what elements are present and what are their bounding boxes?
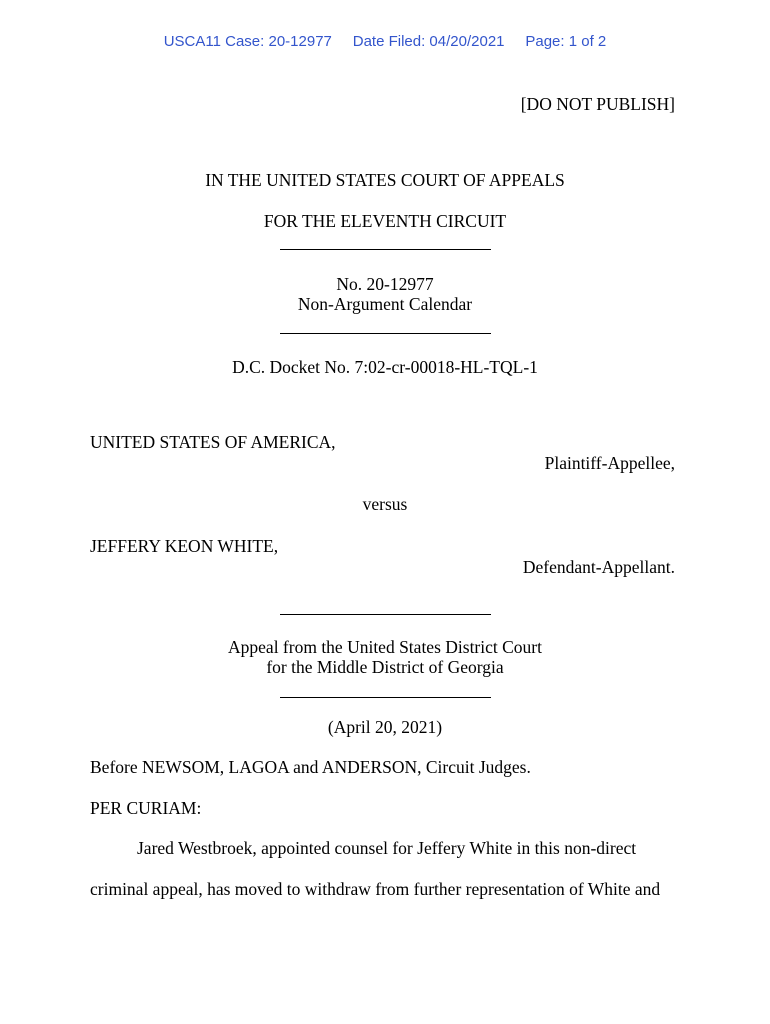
panel-judges: Before NEWSOM, LAGOA and ANDERSON, Circuit Judges. bbox=[90, 757, 531, 777]
appeal-origin-line2: for the Middle District of Georgia bbox=[266, 657, 504, 677]
opinion-text-line2: criminal appeal, has moved to withdraw from further representation of White and bbox=[90, 879, 661, 899]
court-name-line1: IN THE UNITED STATES COURT OF APPEALS bbox=[205, 170, 565, 190]
versus-label: versus bbox=[362, 494, 408, 514]
plaintiff-name: UNITED STATES OF AMERICA, bbox=[90, 432, 336, 452]
defendant-name: JEFFERY KEON WHITE, bbox=[90, 536, 279, 556]
divider bbox=[280, 697, 491, 698]
divider bbox=[280, 614, 491, 615]
court-name-line2: FOR THE ELEVENTH CIRCUIT bbox=[263, 211, 507, 231]
divider bbox=[280, 333, 491, 334]
filing-header bbox=[0, 33, 770, 50]
appeal-origin-line1: Appeal from the United States District Court bbox=[228, 637, 542, 657]
defendant-role: Defendant-Appellant. bbox=[522, 557, 675, 577]
divider bbox=[280, 249, 491, 250]
opinion-text-line1: Jared Westbroek, appointed counsel for Jeffery White in this non-direct bbox=[137, 838, 637, 858]
docket-number: D.C. Docket No. 7:02-cr-00018-HL-TQL-1 bbox=[232, 357, 538, 377]
per-curiam-heading: PER CURIAM: bbox=[90, 798, 202, 818]
case-stamp: USCA11 Case: 20-12977 bbox=[163, 33, 332, 50]
calendar-type: Non-Argument Calendar bbox=[297, 294, 473, 314]
page-stamp: Page: 1 of 2 bbox=[525, 33, 607, 50]
publish-note: [DO NOT PUBLISH] bbox=[520, 94, 675, 114]
plaintiff-role: Plaintiff-Appellee, bbox=[544, 453, 675, 473]
decision-date: (April 20, 2021) bbox=[327, 717, 443, 737]
date-filed-stamp: Date Filed: 04/20/2021 bbox=[352, 33, 505, 50]
case-number: No. 20-12977 bbox=[336, 274, 434, 294]
